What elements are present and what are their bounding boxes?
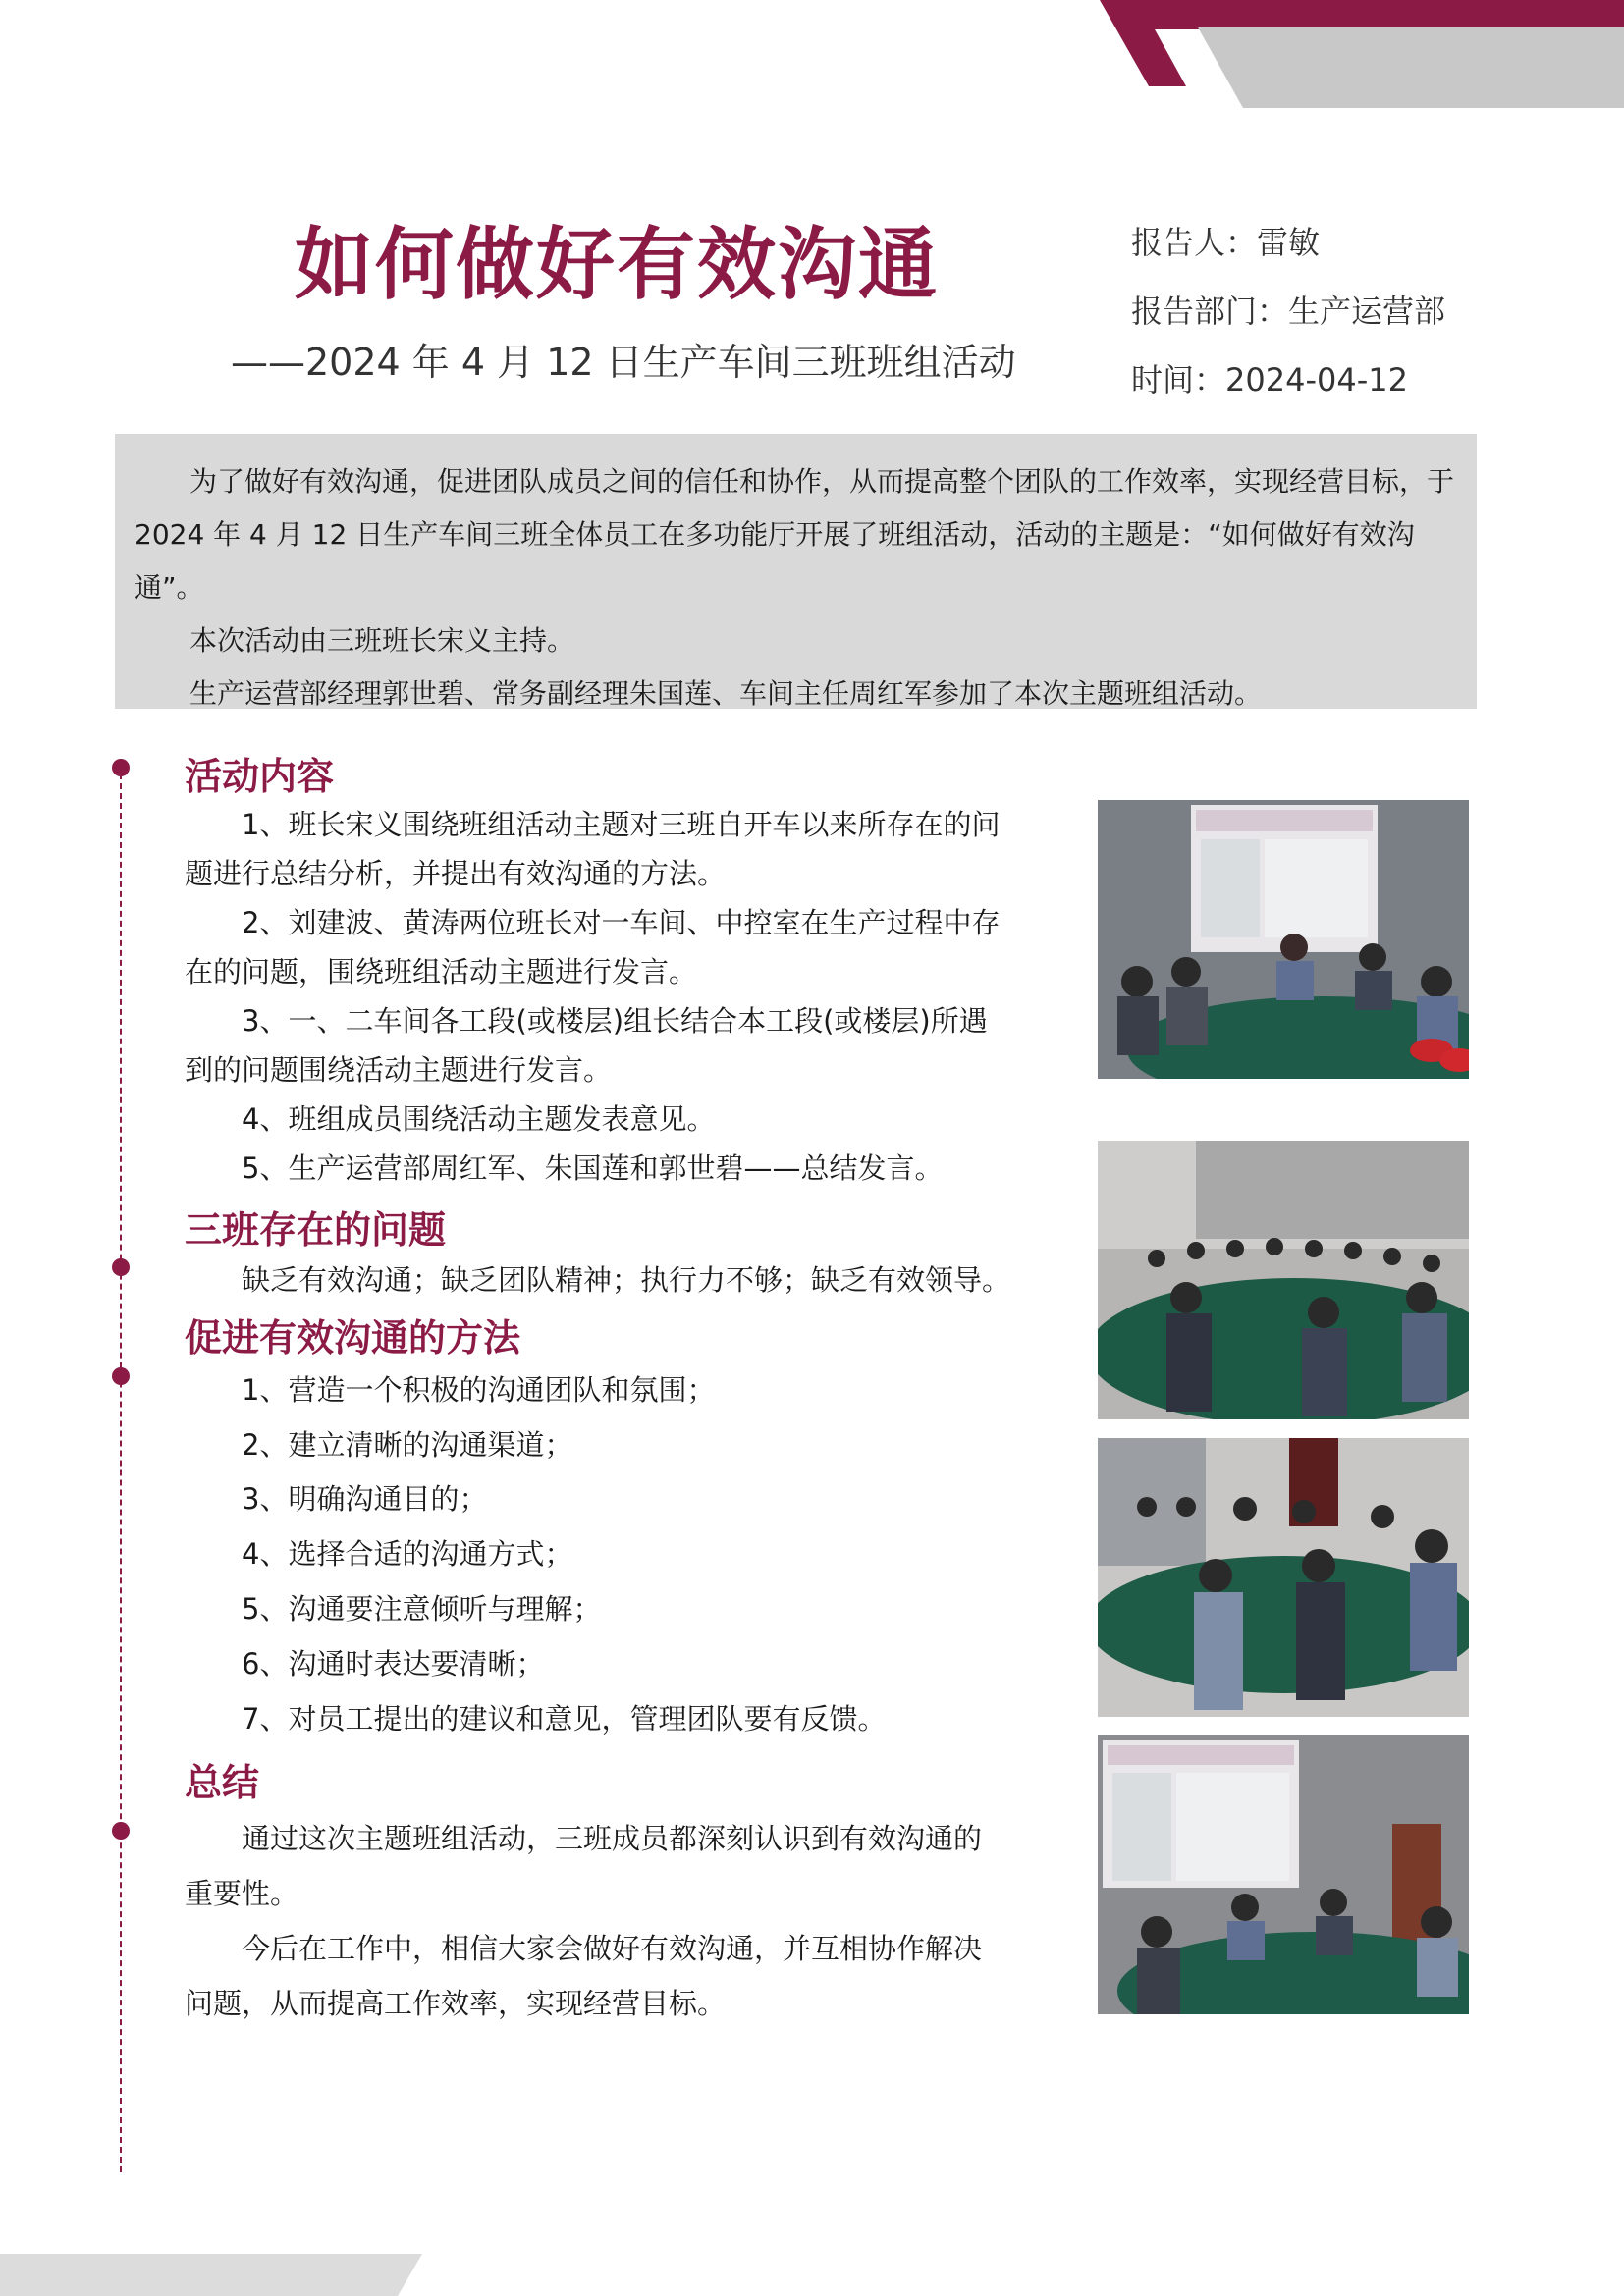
intro-paragraph: 为了做好有效沟通，促进团队成员之间的信任和协作，从而提高整个团队的工作效率，实现经营目标，于 2024 年 4 月 12 日生产车间三班全体员工在多功能厅开展了班组活动，活动的主题是：“如何做好有效沟通”。 [135,465,1455,604]
list-item: 2、刘建波、黄涛两位班长对一车间、中控室在生产过程中存在的问题，围绕班组活动主题进行发言。 [185,906,1001,988]
section-heading-methods: 促进有效沟通的方法 [185,1316,521,1360]
summary-paragraph: 通过这次主题班组活动，三班成员都深刻认识到有效沟通的重要性。 [185,1822,983,1910]
meeting-photo [1098,1735,1469,2014]
footer-decoration [0,2248,432,2296]
problems-text: 缺乏有效沟通；缺乏团队精神；执行力不够；缺乏有效领导。 [242,1263,1011,1297]
report-date: 时间：2024-04-12 [1131,361,1408,399]
timeline-dot [112,1367,130,1385]
timeline-line [120,764,122,2172]
list-item: 3、明确沟通目的； [242,1482,488,1516]
intro-paragraph: 生产运营部经理郭世碧、常务副经理朱国莲、车间主任周红军参加了本次主题班组活动。 [189,677,1263,710]
intro-paragraph: 本次活动由三班班长宋义主持。 [189,624,575,657]
list-item: 5、生产运营部周红军、朱国莲和郭世碧——总结发言。 [242,1151,944,1185]
activity-list [185,800,1009,1193]
meeting-photo [1098,800,1469,1079]
list-item: 2、建立清晰的沟通渠道； [242,1428,573,1462]
list-item: 3、一、二车间各工段(或楼层)组长结合本工段(或楼层)所遇到的问题围绕活动主题进行发言。 [185,1004,988,1087]
list-item: 7、对员工提出的建议和意见，管理团队要有反馈。 [242,1702,887,1735]
list-item: 4、选择合适的沟通方式； [242,1537,573,1571]
section-heading-activity: 活动内容 [185,755,335,798]
list-item: 4、班组成员围绕活动主题发表意见。 [242,1102,716,1136]
summary-text [185,1811,1009,2031]
page-title: 如何做好有效沟通 [295,219,939,310]
intro-box [115,434,1477,709]
timeline-dot [112,1822,130,1840]
list-item: 1、营造一个积极的沟通团队和氛围； [242,1373,716,1407]
timeline-dot [112,1258,130,1276]
summary-paragraph: 今后在工作中，相信大家会做好有效沟通，并互相协作解决问题，从而提高工作效率，实现经营目标。 [185,1932,983,2020]
list-item: 1、班长宋义围绕班组活动主题对三班自开车以来所存在的问题进行总结分析，并提出有效沟通的方法。 [185,808,1001,890]
meeting-photo [1098,1141,1469,1419]
section-heading-problems: 三班存在的问题 [185,1208,447,1252]
timeline-dot [112,759,130,776]
section-heading-summary: 总结 [185,1761,260,1804]
department: 报告部门：生产运营部 [1131,293,1446,330]
list-item: 5、沟通要注意倾听与理解； [242,1592,602,1626]
meeting-photo [1098,1438,1469,1717]
header-decoration [1100,0,1624,108]
list-item: 6、沟通时表达要清晰； [242,1647,545,1681]
page-subtitle: ——2024 年 4 月 12 日生产车间三班班组活动 [231,341,1016,384]
reporter: 报告人：雷敏 [1131,224,1321,261]
